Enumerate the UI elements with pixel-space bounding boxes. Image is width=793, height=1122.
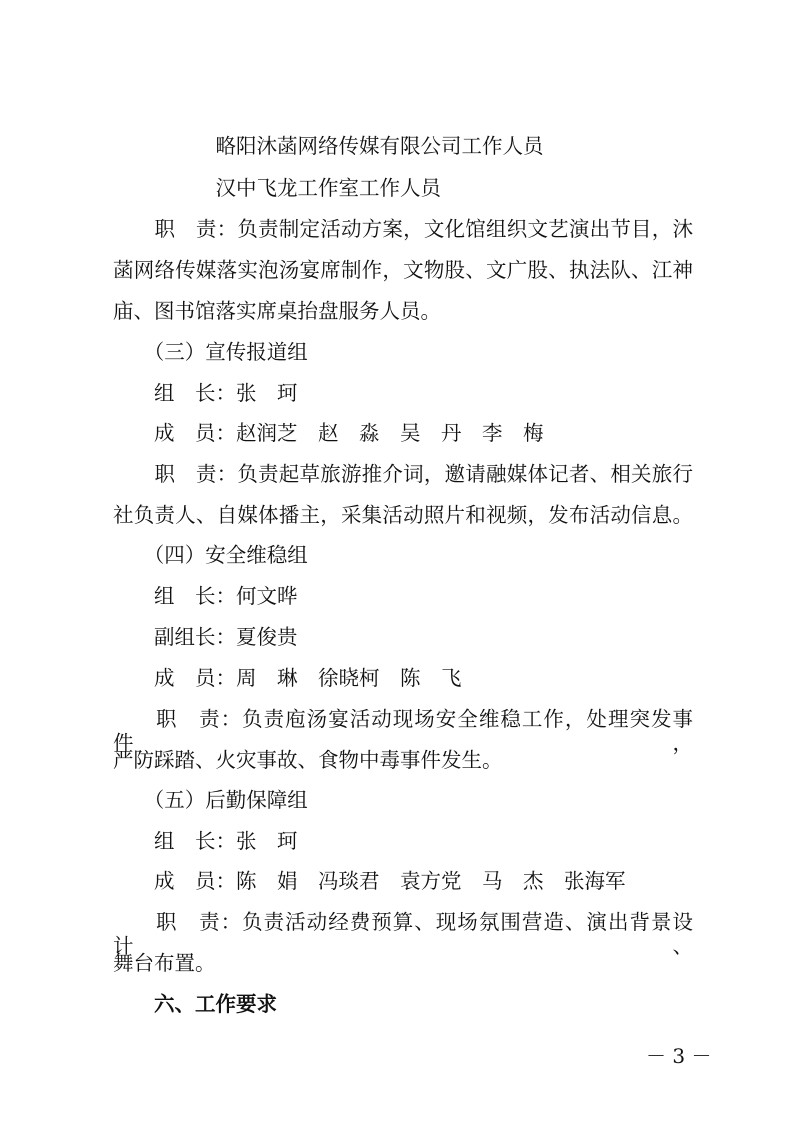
text-line: 副组长：夏俊贵 (113, 625, 298, 649)
section-heading: （五）后勤保障组 (113, 788, 308, 812)
text-line: 社负责人、自媒体播主，采集活动照片和视频，发布活动信息。 (113, 503, 693, 527)
section-heading: （三）宣传报道组 (113, 340, 308, 364)
section-heading: （四）安全维稳组 (113, 543, 308, 567)
text-line: 成 员：陈 娟 冯琰君 袁方党 马 杰 张海军 (113, 869, 626, 893)
text-line: 组 长：张 珂 (113, 381, 298, 405)
page-number: － 3 － (646, 1044, 712, 1068)
chapter-heading: 六、工作要求 (113, 992, 277, 1016)
text-line: 庙、图书馆落实席桌抬盘服务人员。 (113, 299, 441, 323)
text-line: 职 责：负责活动经费预算、现场氛围营造、演出背景设计、 (113, 910, 693, 958)
text-line: 汉中飞龙工作室工作人员 (113, 176, 441, 200)
text-line: 菡网络传媒落实泡汤宴席制作，文物股、文广股、执法队、江神 (113, 258, 693, 282)
text-line: 职 责：负责制定活动方案，文化馆组织文艺演出节目，沐 (113, 217, 693, 241)
text-line: 严防踩踏、火灾事故、食物中毒事件发生。 (113, 748, 503, 772)
text-line: 略阳沐菡网络传媒有限公司工作人员 (113, 134, 544, 158)
text-line: 组 长：张 珂 (113, 829, 298, 853)
text-line: 成 员：赵润芝 赵 淼 吴 丹 李 梅 (113, 421, 544, 445)
text-line: 组 长：何文晔 (113, 584, 298, 608)
text-line: 职 责：负责庖汤宴活动现场安全维稳工作，处理突发事件， (113, 707, 693, 755)
text-line: 职 责：负责起草旅游推介词，邀请融媒体记者、相关旅行 (113, 462, 693, 486)
text-line: 舞台布置。 (113, 951, 216, 975)
text-line: 成 员：周 琳 徐晓柯 陈 飞 (113, 666, 462, 690)
